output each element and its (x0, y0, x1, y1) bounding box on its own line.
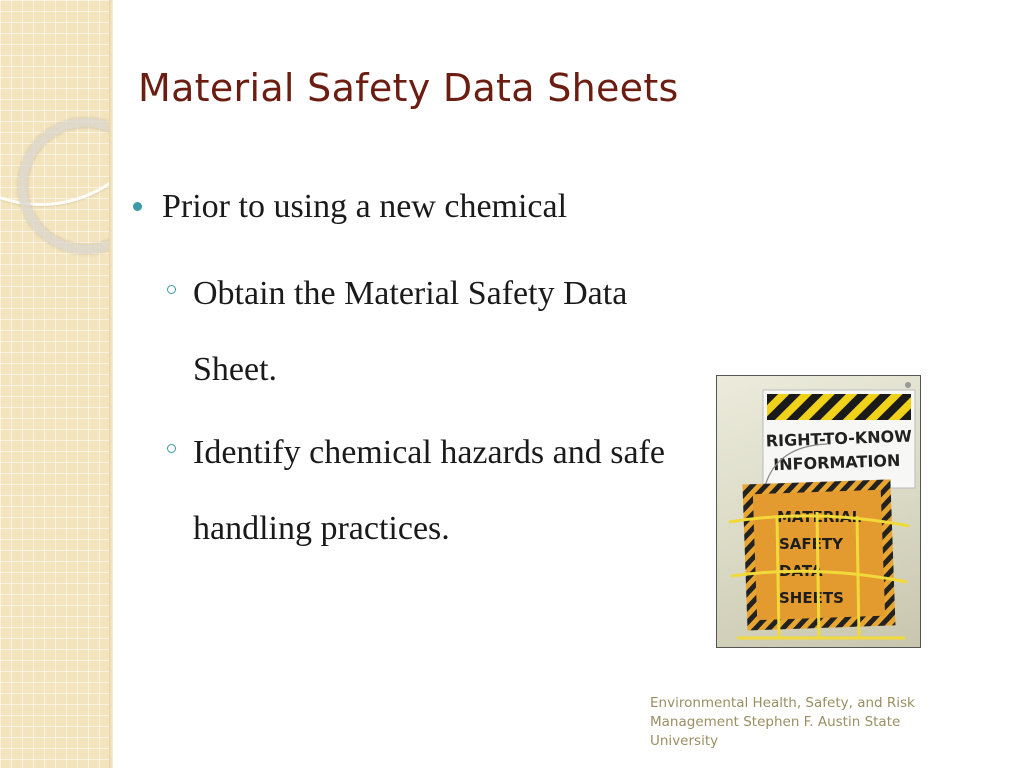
folder-line-1: MATERIAL (777, 508, 862, 526)
sign-line-2: INFORMATION (772, 450, 901, 475)
bullet-text: Prior to using a new chemical (162, 188, 568, 225)
folder-line-3: DATA (779, 562, 823, 580)
bullet-item (133, 188, 567, 226)
decorative-side-panel (0, 0, 113, 768)
side-panel-edge (109, 0, 113, 768)
sub-bullet-text: Identify chemical hazards and safe handling practices. (193, 434, 665, 547)
folder-line-2: SAFETY (779, 535, 843, 553)
sub-bullet-text: Obtain the Material Safety Data Sheet. (193, 275, 628, 388)
sub-bullet-item (167, 415, 683, 567)
sub-bullet-item (167, 256, 663, 408)
msds-station-photo (716, 375, 921, 648)
sign-line-1: RIGHT-TO-KNOW (765, 426, 913, 451)
right-to-know-sign (763, 382, 915, 488)
footer-text: Environmental Health, Safety, and Risk Management Stephen F. Austin State University (650, 695, 915, 749)
folder-line-4: SHEETS (779, 589, 844, 607)
sub-bullet-circle-icon (167, 444, 176, 453)
bullet-dot-icon (133, 202, 142, 211)
sub-bullet-circle-icon (167, 285, 176, 294)
slide-title: Material Safety Data Sheets (138, 66, 679, 110)
